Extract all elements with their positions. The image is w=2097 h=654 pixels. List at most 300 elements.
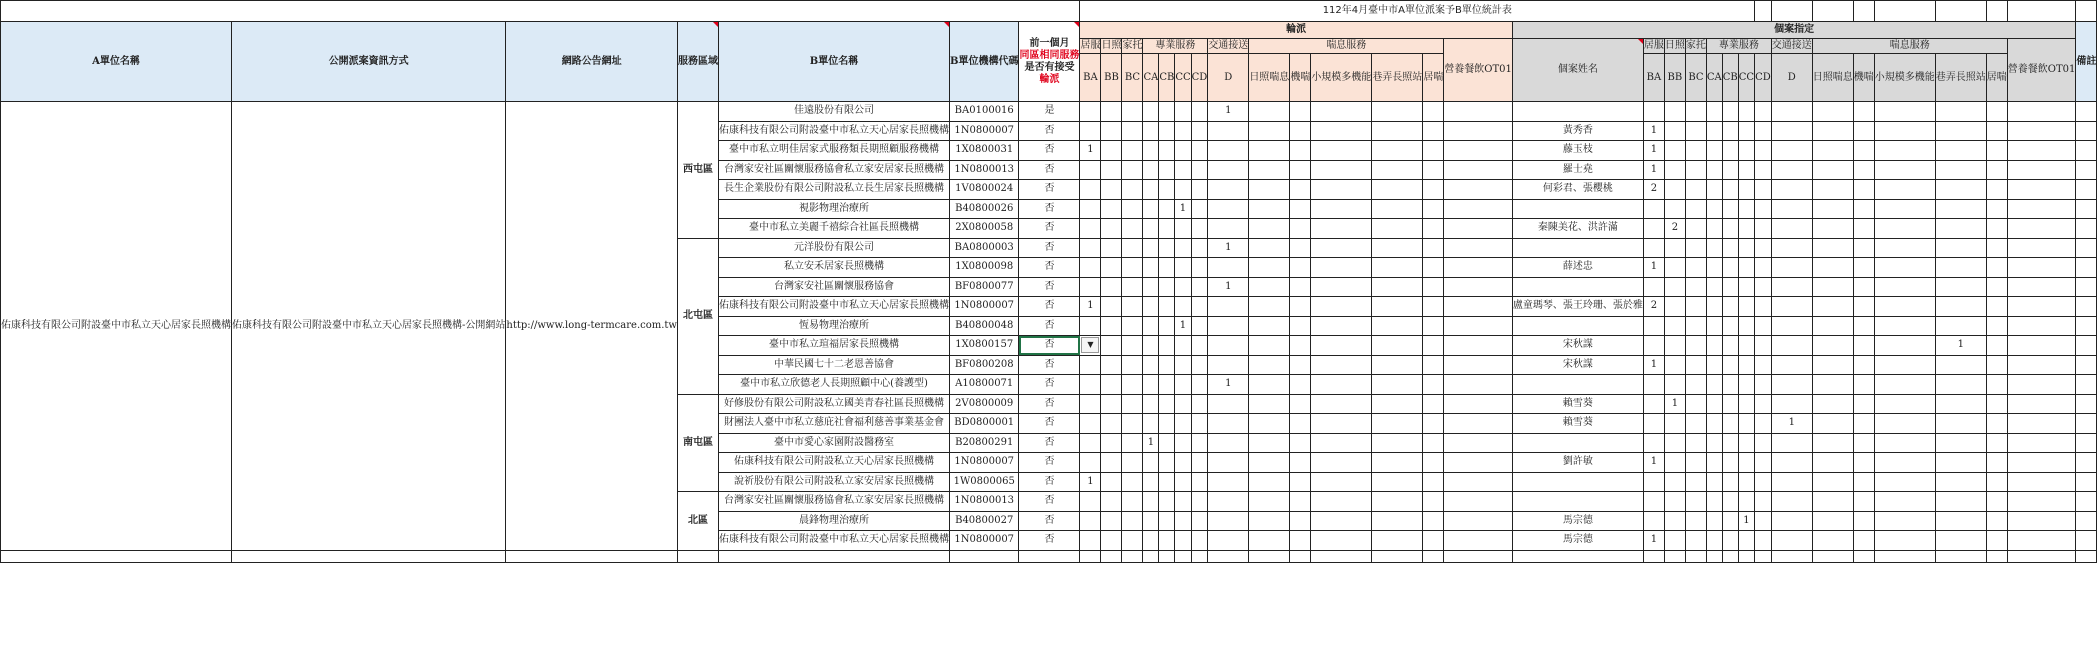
gean-cell-agency[interactable] [1853,141,1874,161]
lunpai-cell-home[interactable] [1423,414,1444,434]
lunpai-cell-day[interactable] [1249,180,1290,200]
gean-cell-BA[interactable]: 1 [1643,141,1664,161]
gean-cell-CD[interactable] [1755,355,1772,375]
lunpai-cell-D[interactable] [1208,414,1249,434]
lunpai-cell-meal[interactable] [1444,492,1513,512]
gean-cell-CC[interactable] [1738,102,1754,122]
gean-cell-CA[interactable] [1706,258,1722,278]
lunpai-cell-day[interactable] [1249,453,1290,473]
lunpai-cell-small[interactable] [1311,238,1372,258]
gean-cell-meal[interactable] [2007,121,2076,141]
gean-cell-agency[interactable] [1853,180,1874,200]
lunpai-cell-CD[interactable] [1191,121,1208,141]
lunpai-cell-agency[interactable] [1290,141,1311,161]
gean-cell-CA[interactable] [1706,336,1722,356]
lunpai-cell-meal[interactable] [1444,180,1513,200]
gean-cell-home[interactable] [1986,316,2007,336]
lunpai-cell-meal[interactable] [1444,277,1513,297]
gean-cell-alley[interactable] [1935,199,1986,219]
gean-cell-BC[interactable] [1685,141,1706,161]
lunpai-cell-CB[interactable] [1159,375,1175,395]
lunpai-cell-CA[interactable] [1143,511,1159,531]
lunpai-cell-BB[interactable] [1101,180,1122,200]
lunpai-cell-small[interactable] [1311,160,1372,180]
gean-cell-agency[interactable] [1853,102,1874,122]
lunpai-cell-CB[interactable] [1159,492,1175,512]
lunpai-cell-home[interactable] [1423,453,1444,473]
lunpai-cell-small[interactable] [1311,258,1372,278]
gean-cell-meal[interactable] [2007,180,2076,200]
lunpai-cell-day[interactable] [1249,297,1290,317]
lunpai-cell-CA[interactable] [1143,199,1159,219]
lunpai-cell-small[interactable] [1311,141,1372,161]
lunpai-cell-CD[interactable] [1191,414,1208,434]
gean-cell-meal[interactable] [2007,414,2076,434]
gean-cell-meal[interactable] [2007,316,2076,336]
gean-cell-D[interactable] [1771,453,1812,473]
lunpai-cell-CA[interactable] [1143,355,1159,375]
gean-cell-BB[interactable] [1664,472,1685,492]
gean-cell-BB[interactable] [1664,355,1685,375]
lunpai-cell-CA[interactable] [1143,316,1159,336]
gean-cell-CA[interactable] [1706,492,1722,512]
gean-cell-alley[interactable] [1935,102,1986,122]
lunpai-cell-day[interactable] [1249,316,1290,336]
gean-cell-BC[interactable] [1685,414,1706,434]
lunpai-cell-home[interactable] [1423,121,1444,141]
lunpai-cell-BA[interactable] [1080,511,1101,531]
lunpai-cell-CC[interactable] [1175,219,1191,239]
lunpai-cell-D[interactable] [1208,141,1249,161]
lunpai-cell-meal[interactable] [1444,219,1513,239]
gean-cell-BB[interactable]: 2 [1664,219,1685,239]
lunpai-cell-agency[interactable] [1290,219,1311,239]
gean-cell-BC[interactable] [1685,531,1706,551]
lunpai-cell-home[interactable] [1423,433,1444,453]
gean-cell-BB[interactable] [1664,199,1685,219]
remark-cell[interactable] [2076,355,2097,375]
announcement-url[interactable]: http://www.long-termcare.com.tw [506,102,678,551]
gean-cell-agency[interactable] [1853,355,1874,375]
lunpai-cell-alley[interactable] [1372,219,1423,239]
lunpai-cell-agency[interactable] [1290,414,1311,434]
lunpai-cell-CA[interactable] [1143,219,1159,239]
gean-cell-BA[interactable]: 2 [1643,180,1664,200]
gean-cell-home[interactable] [1986,375,2007,395]
lunpai-cell-BC[interactable] [1122,414,1143,434]
lunpai-cell-BC[interactable] [1122,336,1143,356]
lunpai-cell-CC[interactable] [1175,472,1191,492]
lunpai-cell-BC[interactable] [1122,316,1143,336]
gean-cell-BA[interactable]: 2 [1643,297,1664,317]
gean-cell-BB[interactable] [1664,336,1685,356]
lunpai-cell-D[interactable] [1208,199,1249,219]
gean-cell-CD[interactable] [1755,141,1772,161]
prev-month-flag[interactable]: 否 [1019,433,1080,453]
lunpai-cell-CB[interactable] [1159,414,1175,434]
gean-cell-meal[interactable] [2007,336,2076,356]
lunpai-cell-BA[interactable]: 1 [1080,472,1101,492]
gean-cell-CC[interactable] [1738,336,1754,356]
gean-cell-day[interactable] [1812,316,1853,336]
gean-cell-day[interactable] [1812,277,1853,297]
lunpai-cell-CD[interactable] [1191,297,1208,317]
lunpai-cell-CD[interactable] [1191,394,1208,414]
gean-cell-CA[interactable] [1706,180,1722,200]
lunpai-cell-home[interactable] [1423,375,1444,395]
gean-cell-D[interactable] [1771,531,1812,551]
lunpai-cell-BA[interactable] [1080,121,1101,141]
lunpai-cell-alley[interactable] [1372,258,1423,278]
lunpai-cell-BA[interactable] [1080,375,1101,395]
gean-cell-day[interactable] [1812,433,1853,453]
lunpai-cell-CC[interactable] [1175,511,1191,531]
gean-cell-D[interactable] [1771,219,1812,239]
lunpai-cell-day[interactable] [1249,258,1290,278]
gean-cell-home[interactable] [1986,121,2007,141]
lunpai-cell-meal[interactable] [1444,316,1513,336]
gean-cell-BB[interactable] [1664,414,1685,434]
lunpai-cell-alley[interactable] [1372,336,1423,356]
gean-cell-BA[interactable]: 1 [1643,453,1664,473]
gean-cell-day[interactable] [1812,121,1853,141]
lunpai-cell-CA[interactable] [1143,258,1159,278]
gean-cell-CA[interactable] [1706,414,1722,434]
lunpai-cell-meal[interactable] [1444,355,1513,375]
lunpai-cell-alley[interactable] [1372,199,1423,219]
gean-cell-meal[interactable] [2007,355,2076,375]
lunpai-cell-CD[interactable] [1191,141,1208,161]
lunpai-cell-BB[interactable] [1101,297,1122,317]
gean-cell-CC[interactable] [1738,492,1754,512]
lunpai-cell-day[interactable] [1249,121,1290,141]
remark-cell[interactable] [2076,141,2097,161]
lunpai-cell-agency[interactable] [1290,433,1311,453]
gean-cell-meal[interactable] [2007,238,2076,258]
lunpai-cell-BB[interactable] [1101,258,1122,278]
gean-cell-home[interactable] [1986,336,2007,356]
lunpai-cell-agency[interactable] [1290,180,1311,200]
lunpai-cell-BC[interactable] [1122,219,1143,239]
lunpai-cell-BC[interactable] [1122,238,1143,258]
lunpai-cell-CD[interactable] [1191,102,1208,122]
lunpai-cell-D[interactable] [1208,180,1249,200]
remark-cell[interactable] [2076,102,2097,122]
lunpai-cell-day[interactable] [1249,199,1290,219]
lunpai-cell-meal[interactable] [1444,102,1513,122]
gean-cell-small[interactable] [1874,531,1935,551]
gean-cell-day[interactable] [1812,160,1853,180]
gean-cell-BA[interactable] [1643,433,1664,453]
lunpai-cell-CA[interactable] [1143,375,1159,395]
lunpai-cell-alley[interactable] [1372,472,1423,492]
gean-cell-BA[interactable]: 1 [1643,531,1664,551]
gean-cell-meal[interactable] [2007,102,2076,122]
gean-cell-BC[interactable] [1685,277,1706,297]
lunpai-cell-CD[interactable] [1191,453,1208,473]
lunpai-cell-alley[interactable] [1372,511,1423,531]
gean-cell-D[interactable] [1771,141,1812,161]
gean-cell-BA[interactable] [1643,414,1664,434]
gean-cell-BB[interactable] [1664,375,1685,395]
gean-cell-agency[interactable] [1853,238,1874,258]
gean-cell-day[interactable] [1812,336,1853,356]
lunpai-cell-day[interactable] [1249,375,1290,395]
gean-cell-CD[interactable] [1755,531,1772,551]
lunpai-cell-agency[interactable] [1290,102,1311,122]
lunpai-cell-CB[interactable] [1159,355,1175,375]
lunpai-cell-small[interactable] [1311,492,1372,512]
lunpai-cell-agency[interactable] [1290,355,1311,375]
gean-cell-BB[interactable] [1664,433,1685,453]
lunpai-cell-CD[interactable] [1191,316,1208,336]
gean-cell-D[interactable] [1771,258,1812,278]
gean-cell-BA[interactable] [1643,336,1664,356]
lunpai-cell-alley[interactable] [1372,355,1423,375]
lunpai-cell-BC[interactable] [1122,375,1143,395]
lunpai-cell-D[interactable] [1208,258,1249,278]
lunpai-cell-day[interactable] [1249,141,1290,161]
lunpai-cell-alley[interactable] [1372,121,1423,141]
gean-cell-BC[interactable] [1685,297,1706,317]
lunpai-cell-CD[interactable] [1191,277,1208,297]
lunpai-cell-BA[interactable] [1080,238,1101,258]
lunpai-cell-agency[interactable] [1290,472,1311,492]
gean-cell-BB[interactable] [1664,180,1685,200]
gean-cell-small[interactable] [1874,414,1935,434]
gean-cell-small[interactable] [1874,394,1935,414]
gean-cell-BC[interactable] [1685,199,1706,219]
gean-cell-BC[interactable] [1685,102,1706,122]
prev-month-flag[interactable]: 否 [1019,141,1080,161]
gean-cell-CD[interactable] [1755,492,1772,512]
lunpai-cell-BC[interactable] [1122,258,1143,278]
lunpai-cell-CB[interactable] [1159,258,1175,278]
lunpai-cell-CC[interactable] [1175,121,1191,141]
gean-cell-BC[interactable] [1685,258,1706,278]
gean-cell-BC[interactable] [1685,433,1706,453]
gean-cell-agency[interactable] [1853,433,1874,453]
prev-month-flag[interactable]: 否 [1019,472,1080,492]
lunpai-cell-home[interactable] [1423,511,1444,531]
lunpai-cell-BC[interactable] [1122,511,1143,531]
gean-cell-CA[interactable] [1706,355,1722,375]
lunpai-cell-BB[interactable] [1101,238,1122,258]
lunpai-cell-alley[interactable] [1372,180,1423,200]
lunpai-cell-CB[interactable] [1159,219,1175,239]
lunpai-cell-CA[interactable] [1143,297,1159,317]
lunpai-cell-BB[interactable] [1101,511,1122,531]
gean-cell-meal[interactable] [2007,531,2076,551]
gean-cell-alley[interactable]: 1 [1935,336,1986,356]
lunpai-cell-alley[interactable] [1372,277,1423,297]
gean-cell-day[interactable] [1812,102,1853,122]
lunpai-cell-BC[interactable] [1122,531,1143,551]
lunpai-cell-CA[interactable] [1143,102,1159,122]
lunpai-cell-small[interactable] [1311,453,1372,473]
gean-cell-CA[interactable] [1706,141,1722,161]
lunpai-cell-CD[interactable] [1191,160,1208,180]
gean-cell-day[interactable] [1812,238,1853,258]
gean-cell-BC[interactable] [1685,453,1706,473]
lunpai-cell-D[interactable] [1208,453,1249,473]
gean-cell-CB[interactable] [1722,453,1738,473]
lunpai-cell-CB[interactable] [1159,316,1175,336]
lunpai-cell-BB[interactable] [1101,102,1122,122]
lunpai-cell-CB[interactable] [1159,121,1175,141]
lunpai-cell-BA[interactable] [1080,336,1101,356]
lunpai-cell-BA[interactable] [1080,414,1101,434]
lunpai-cell-D[interactable] [1208,511,1249,531]
lunpai-cell-meal[interactable] [1444,160,1513,180]
remark-cell[interactable] [2076,492,2097,512]
gean-cell-alley[interactable] [1935,453,1986,473]
gean-cell-CC[interactable] [1738,355,1754,375]
lunpai-cell-day[interactable] [1249,355,1290,375]
lunpai-cell-BC[interactable] [1122,180,1143,200]
gean-cell-CB[interactable] [1722,297,1738,317]
lunpai-cell-D[interactable] [1208,121,1249,141]
gean-cell-CD[interactable] [1755,433,1772,453]
gean-cell-CB[interactable] [1722,199,1738,219]
lunpai-cell-BB[interactable] [1101,531,1122,551]
lunpai-cell-BB[interactable] [1101,336,1122,356]
prev-month-flag[interactable]: 否 [1019,394,1080,414]
remark-cell[interactable] [2076,297,2097,317]
gean-cell-home[interactable] [1986,472,2007,492]
gean-cell-BB[interactable] [1664,277,1685,297]
lunpai-cell-BA[interactable] [1080,453,1101,473]
lunpai-cell-day[interactable] [1249,277,1290,297]
lunpai-cell-meal[interactable] [1444,414,1513,434]
lunpai-cell-day[interactable] [1249,238,1290,258]
gean-cell-small[interactable] [1874,316,1935,336]
gean-cell-alley[interactable] [1935,316,1986,336]
lunpai-cell-D[interactable] [1208,472,1249,492]
lunpai-cell-meal[interactable] [1444,258,1513,278]
gean-cell-alley[interactable] [1935,511,1986,531]
gean-cell-BC[interactable] [1685,375,1706,395]
gean-cell-CD[interactable] [1755,160,1772,180]
gean-cell-BA[interactable] [1643,102,1664,122]
lunpai-cell-small[interactable] [1311,375,1372,395]
gean-cell-CB[interactable] [1722,394,1738,414]
lunpai-cell-BA[interactable] [1080,316,1101,336]
gean-cell-BA[interactable]: 1 [1643,355,1664,375]
gean-cell-CB[interactable] [1722,336,1738,356]
lunpai-cell-CB[interactable] [1159,336,1175,356]
gean-cell-home[interactable] [1986,453,2007,473]
lunpai-cell-BB[interactable] [1101,355,1122,375]
gean-cell-meal[interactable] [2007,511,2076,531]
gean-cell-alley[interactable] [1935,375,1986,395]
lunpai-cell-meal[interactable] [1444,375,1513,395]
gean-cell-CA[interactable] [1706,472,1722,492]
gean-cell-small[interactable] [1874,375,1935,395]
lunpai-cell-BC[interactable] [1122,297,1143,317]
lunpai-cell-agency[interactable] [1290,316,1311,336]
lunpai-cell-BA[interactable] [1080,355,1101,375]
lunpai-cell-meal[interactable] [1444,238,1513,258]
gean-cell-BB[interactable] [1664,141,1685,161]
lunpai-cell-BC[interactable] [1122,492,1143,512]
gean-cell-agency[interactable] [1853,316,1874,336]
gean-cell-CA[interactable] [1706,394,1722,414]
lunpai-cell-CC[interactable] [1175,453,1191,473]
lunpai-cell-agency[interactable] [1290,238,1311,258]
lunpai-cell-meal[interactable] [1444,141,1513,161]
lunpai-cell-meal[interactable] [1444,336,1513,356]
gean-cell-alley[interactable] [1935,355,1986,375]
gean-cell-BC[interactable] [1685,336,1706,356]
lunpai-cell-CA[interactable] [1143,180,1159,200]
gean-cell-CA[interactable] [1706,219,1722,239]
gean-cell-agency[interactable] [1853,394,1874,414]
lunpai-cell-CD[interactable] [1191,511,1208,531]
lunpai-cell-home[interactable] [1423,472,1444,492]
lunpai-cell-BC[interactable] [1122,453,1143,473]
lunpai-cell-BA[interactable] [1080,180,1101,200]
lunpai-cell-D[interactable] [1208,433,1249,453]
lunpai-cell-BB[interactable] [1101,199,1122,219]
remark-cell[interactable] [2076,316,2097,336]
gean-cell-D[interactable] [1771,102,1812,122]
lunpai-cell-CB[interactable] [1159,297,1175,317]
gean-cell-alley[interactable] [1935,219,1986,239]
gean-cell-BB[interactable] [1664,453,1685,473]
lunpai-cell-small[interactable] [1311,297,1372,317]
gean-cell-home[interactable] [1986,394,2007,414]
gean-cell-home[interactable] [1986,355,2007,375]
remark-cell[interactable] [2076,219,2097,239]
lunpai-cell-small[interactable] [1311,511,1372,531]
lunpai-cell-CB[interactable] [1159,238,1175,258]
lunpai-cell-BA[interactable]: 1 [1080,141,1101,161]
gean-cell-BA[interactable] [1643,199,1664,219]
lunpai-cell-CB[interactable] [1159,394,1175,414]
gean-cell-D[interactable] [1771,121,1812,141]
lunpai-cell-CA[interactable] [1143,414,1159,434]
gean-cell-meal[interactable] [2007,219,2076,239]
remark-cell[interactable] [2076,433,2097,453]
lunpai-cell-BA[interactable] [1080,433,1101,453]
gean-cell-BA[interactable] [1643,492,1664,512]
lunpai-cell-CD[interactable] [1191,433,1208,453]
gean-cell-small[interactable] [1874,219,1935,239]
lunpai-cell-meal[interactable] [1444,394,1513,414]
lunpai-cell-day[interactable] [1249,102,1290,122]
gean-cell-BA[interactable] [1643,511,1664,531]
gean-cell-small[interactable] [1874,141,1935,161]
lunpai-cell-meal[interactable] [1444,433,1513,453]
lunpai-cell-CB[interactable] [1159,511,1175,531]
lunpai-cell-BB[interactable] [1101,375,1122,395]
gean-cell-CC[interactable] [1738,453,1754,473]
gean-cell-CC[interactable] [1738,219,1754,239]
gean-cell-CD[interactable] [1755,336,1772,356]
gean-cell-day[interactable] [1812,394,1853,414]
gean-cell-alley[interactable] [1935,258,1986,278]
remark-cell[interactable] [2076,160,2097,180]
gean-cell-BB[interactable]: 1 [1664,394,1685,414]
lunpai-cell-alley[interactable] [1372,492,1423,512]
gean-cell-agency[interactable] [1853,121,1874,141]
lunpai-cell-CB[interactable] [1159,160,1175,180]
lunpai-cell-small[interactable] [1311,219,1372,239]
gean-cell-alley[interactable] [1935,531,1986,551]
gean-cell-CD[interactable] [1755,511,1772,531]
gean-cell-BA[interactable] [1643,394,1664,414]
